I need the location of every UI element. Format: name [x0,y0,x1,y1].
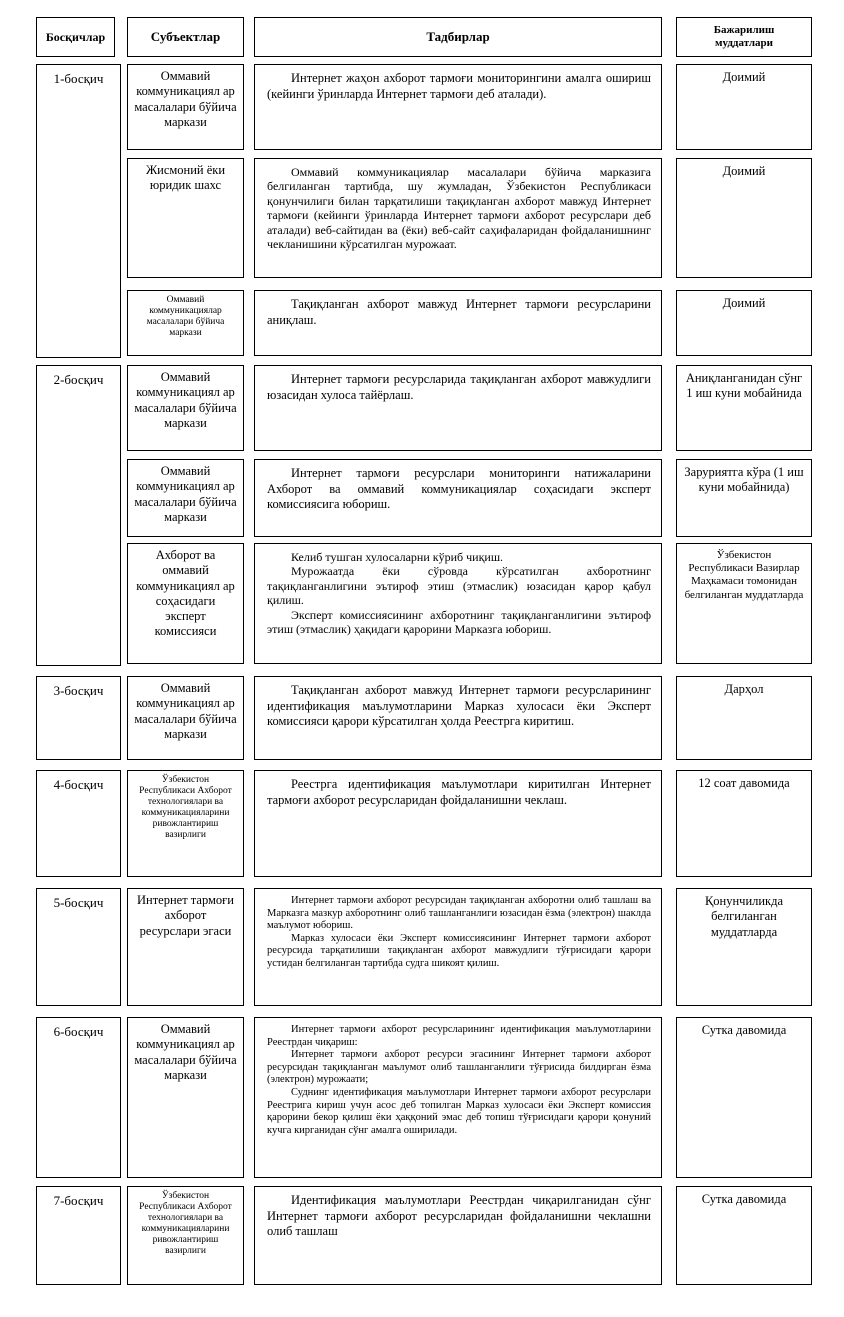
stage-6 [36,1017,121,1178]
subject-cell [127,365,244,451]
action-paragraph: Интернет тармоғи ахборот ресурси эгасининг Интернет тармоғи ахборот ресурсидан тақиқланган маълумот олиб ташланганлиги тўғрисида билдирган ёзма (электрон) мурожаати; [267,1049,651,1086]
subject-cell [127,770,244,877]
stage-4-label: 4-босқич [53,777,104,792]
action-paragraph: Интернет тармоғи ресурслари мониторинги натижаларини Ахборот ва оммавий коммуникациялар соҳасидаги эксперт комиссиясига юбориш. [267,466,651,511]
action-paragraph: Эксперт комиссиясининг ахборотнинг тақиқланганлигини эътироф этиш (этмаслик) ҳақидаги қарорини Марказга юбориш. [267,607,651,636]
stage-7-label: 7-босқич [53,1193,104,1208]
term-text: Доимий [722,70,766,84]
action-cell [254,676,662,760]
header-subject-label: Субъектлар [150,29,221,44]
action-paragraph: Мурожаатда ёки сўровда кўрсатилган ахборотнинг тақиқланганлигини эътироф этиш (этмаслик) юзасидан қарор қабул қилиш. [267,564,651,608]
stage-2-label: 2-босқич [53,372,104,387]
action-paragraph: Тақиқланган ахборот мавжуд Интернет тармоғи ресурсларининг идентификация маълумотларини Марказ хулосаси ёки Эксперт комиссияси қарори кўрсатилган ҳолда Реестрга киритиш. [267,683,651,728]
subject-cell [127,1186,244,1285]
stage-4 [36,770,121,877]
header-subject [127,17,244,57]
action-cell [254,888,662,1006]
term-text: Доимий [722,296,766,310]
header-stage [36,17,115,57]
header-action [254,17,662,57]
header-stage-label: Босқичлар [45,29,106,44]
action-cell [254,770,662,877]
term-cell [676,365,812,451]
subject-cell [127,158,244,278]
subject-cell [127,290,244,356]
subject-text: Оммавий коммуникациялар масалалари бўйича маркази [146,295,225,338]
term-cell [676,158,812,278]
stage-5-label: 5-босқич [53,895,104,910]
subject-text: Оммавий коммуникациял ар масалалари бўйича маркази [134,681,237,741]
header-term [676,17,812,57]
action-cell [254,158,662,278]
action-cell [254,459,662,537]
stage-7 [36,1186,121,1285]
action-cell [254,290,662,356]
term-cell [676,290,812,356]
action-paragraph: Интернет тармоғи ахборот ресурсидан тақиқланган ахборотни олиб ташлаш ва Марказга мазкур ахборотнинг олиб ташланганлиги юзасидан ёзма (электрон) шаклда маълумот юбориш. [267,895,651,932]
term-cell [676,459,812,537]
term-text: 12 соат давомида [698,776,790,790]
stage-5 [36,888,121,1006]
subject-cell [127,888,244,1006]
subject-text: Жисмоний ёки юридик шахс [145,163,226,193]
subject-text: Ўзбекистон Республикаси Ахборот технологиялари ва коммуникацияларини ривожлантириш вазирлиги [139,1191,232,1256]
term-cell [676,64,812,150]
action-paragraph: Реестрга идентификация маълумотлари киритилган Интернет тармоғи ахборот ресурсларидан фойдаланишни чеклаш. [267,777,651,807]
term-cell [676,1017,812,1178]
term-text: Сутка давомида [701,1023,787,1037]
subject-text: Оммавий коммуникациял ар масалалари бўйича маркази [134,1022,237,1082]
stage-3 [36,676,121,760]
action-paragraph: Келиб тушган хулосаларни кўриб чиқиш. [291,550,504,564]
action-cell [254,365,662,451]
action-paragraph: Марказ хулосаси ёки Эксперт комиссиясининг Интернет тармоғи ахборот ресурсида тарқатилиши тақиқланган ахборот мавжудлиги тўғрисидаги қарори устидан белгиланган тартибда судга шикоят қилиш. [267,932,651,969]
subject-text: Ўзбекистон Республикаси Ахборот технологиялари ва коммуникацияларини ривожлантириш вазирлиги [139,775,232,840]
subject-text: Оммавий коммуникациял ар масалалари бўйича маркази [134,69,237,129]
action-paragraph: Суднинг идентификация маълумотлари Интернет тармоғи ахборот ресурслари Реестрига кириш учун асос деб топилган Марказ хулосаси ёки Эксперт комиссия қарорини бекор қилиш ёки ҳаққоний эмас деб топиш тўғрисидаги қарори қонуний кучга кирганидан сўнг амалга оширилади. [267,1086,651,1136]
subject-cell [127,459,244,537]
stage-1 [36,64,121,358]
action-paragraph: Тақиқланган ахборот мавжуд Интернет тармоғи ресурсларини аниқлаш. [267,297,651,327]
action-paragraph: Идентификация маълумотлари Реестрдан чиқарилганидан сўнг Интернет тармоғи ахборот ресурсларидан фойдаланишни чеклашни олиб ташлаш [267,1193,651,1238]
stage-3-label: 3-босқич [53,683,104,698]
term-text: Заруриятга кўра (1 иш куни мобайнида) [684,465,804,495]
subject-cell [127,543,244,664]
stage-6-label: 6-босқич [53,1024,104,1039]
term-text: Аниқланганидан сўнг 1 иш куни мобайнида [685,371,803,401]
subject-text: Оммавий коммуникациял ар масалалари бўйича маркази [134,464,237,524]
stage-1-label: 1-босқич [53,71,104,86]
term-cell [676,543,812,664]
subject-text: Ахборот ва оммавий коммуникациял ар соҳасидаги эксперт комиссияси [136,548,235,639]
term-cell [676,1186,812,1285]
subject-cell [127,1017,244,1178]
action-cell [254,543,662,664]
action-paragraph: Интернет тармоғи ресурсларида тақиқланган ахборот мавжудлиги юзасидан хулоса тайёрлаш. [267,372,651,402]
action-cell [254,64,662,150]
subject-text: Интернет тармоғи ахборот ресурслари эгаси [136,893,234,938]
header-action-label: Тадбирлар [426,29,490,44]
action-paragraph: Интернет жаҳон ахборот тармоғи мониторингини амалга ошириш (кейинги ўринларда Интернет тармоғи деб аталади). [267,71,651,101]
subject-cell [127,676,244,760]
term-text: Доимий [722,164,766,178]
term-cell [676,770,812,877]
header-term-label-1: Бажарилиш [713,24,775,37]
term-cell [676,676,812,760]
term-text: Қонунчиликда белгиланган муддатларда [704,894,784,939]
action-cell [254,1186,662,1285]
action-paragraph: Оммавий коммуникациялар масалалари бўйича марказига белгиланган тартибда, шу жумладан, Ўзбекистон Республикаси қонунчилиги билан тарқатилиши тақиқланган ахборот мавжуд Интернет тармоғи (кейинги ўринларда Интернет тармоғи ахборот ресурслари деб аталади) веб-сайтидан ва (ёки) веб-сайт саҳифаларидан фойдаланишнинг чекланишини кўрсатилган мурожаат. [267,165,651,251]
term-text: Сутка давомида [701,1192,787,1206]
header-term-label-2: муддатлари [715,37,773,49]
term-text: Ўзбекистон Республикаси Вазирлар Маҳкамаси томонидан белгиланган муддатларда [684,549,804,601]
term-text: Дарҳол [724,682,764,696]
stage-2 [36,365,121,666]
term-cell [676,888,812,1006]
action-paragraph: Интернет тармоғи ахборот ресурсларининг идентификация маълумотларини Реестрдан чиқариш: [267,1024,651,1048]
subject-text: Оммавий коммуникациял ар масалалари бўйича маркази [134,370,237,430]
subject-cell [127,64,244,150]
action-cell [254,1017,662,1178]
